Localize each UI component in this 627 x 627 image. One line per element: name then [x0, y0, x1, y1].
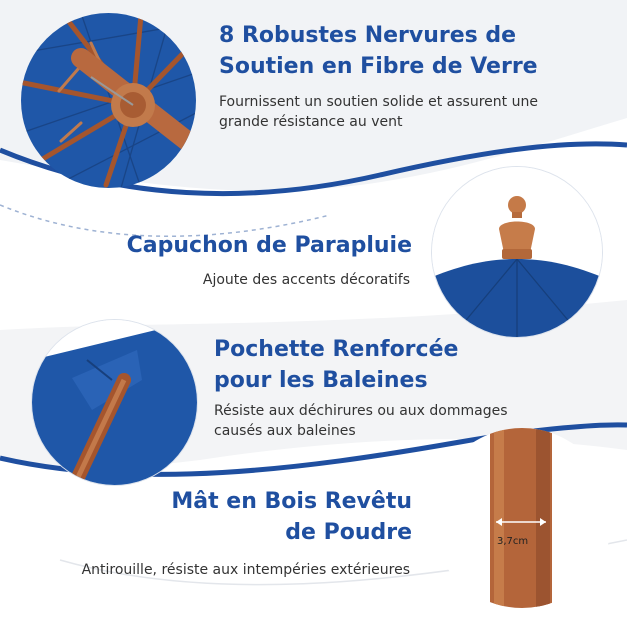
ribs-photo [21, 13, 196, 188]
feature-1-title-line-2: Soutien en Fibre de Verre [219, 54, 538, 79]
feature-4-title-line-2: de Poudre [285, 520, 412, 545]
feature-4-title [171, 486, 412, 548]
feature-3-desc-line-1: Résiste aux déchirures ou aux dommages [214, 403, 508, 419]
feature-4-desc-line-1: Antirouille, résiste aux intempéries extérieures [81, 562, 410, 578]
rib-pocket-photo [32, 320, 197, 485]
feature-3-description [214, 401, 508, 441]
feature-3-title [214, 334, 458, 396]
feature-1-desc-line-1: Fournissent un soutien solide et assurent une [219, 94, 538, 110]
feature-4-title-line-1: Mât en Bois Revêtu [171, 489, 412, 514]
feature-4-description [82, 560, 410, 580]
pole-measurement-label: 3,7cm [497, 536, 529, 547]
feature-1-title-line-1: 8 Robustes Nervures de [219, 23, 517, 48]
feature-1-description [219, 92, 538, 132]
feature-2-desc-line-1: Ajoute des accents décoratifs [202, 272, 410, 288]
feature-1-desc-line-2: grande résistance au vent [219, 114, 403, 130]
feature-1-title [219, 20, 538, 82]
pole-photo [432, 428, 612, 608]
feature-3-desc-line-2: causés aux baleines [214, 423, 356, 439]
feature-2-title-line-1: Capuchon de Parapluie [126, 233, 412, 258]
feature-2-description [203, 270, 410, 290]
finial-cap-photo [432, 167, 602, 337]
feature-3-title-line-1: Pochette Renforcée [214, 337, 459, 362]
feature-3-title-line-2: pour les Baleines [214, 368, 428, 393]
feature-2-title [127, 230, 412, 261]
